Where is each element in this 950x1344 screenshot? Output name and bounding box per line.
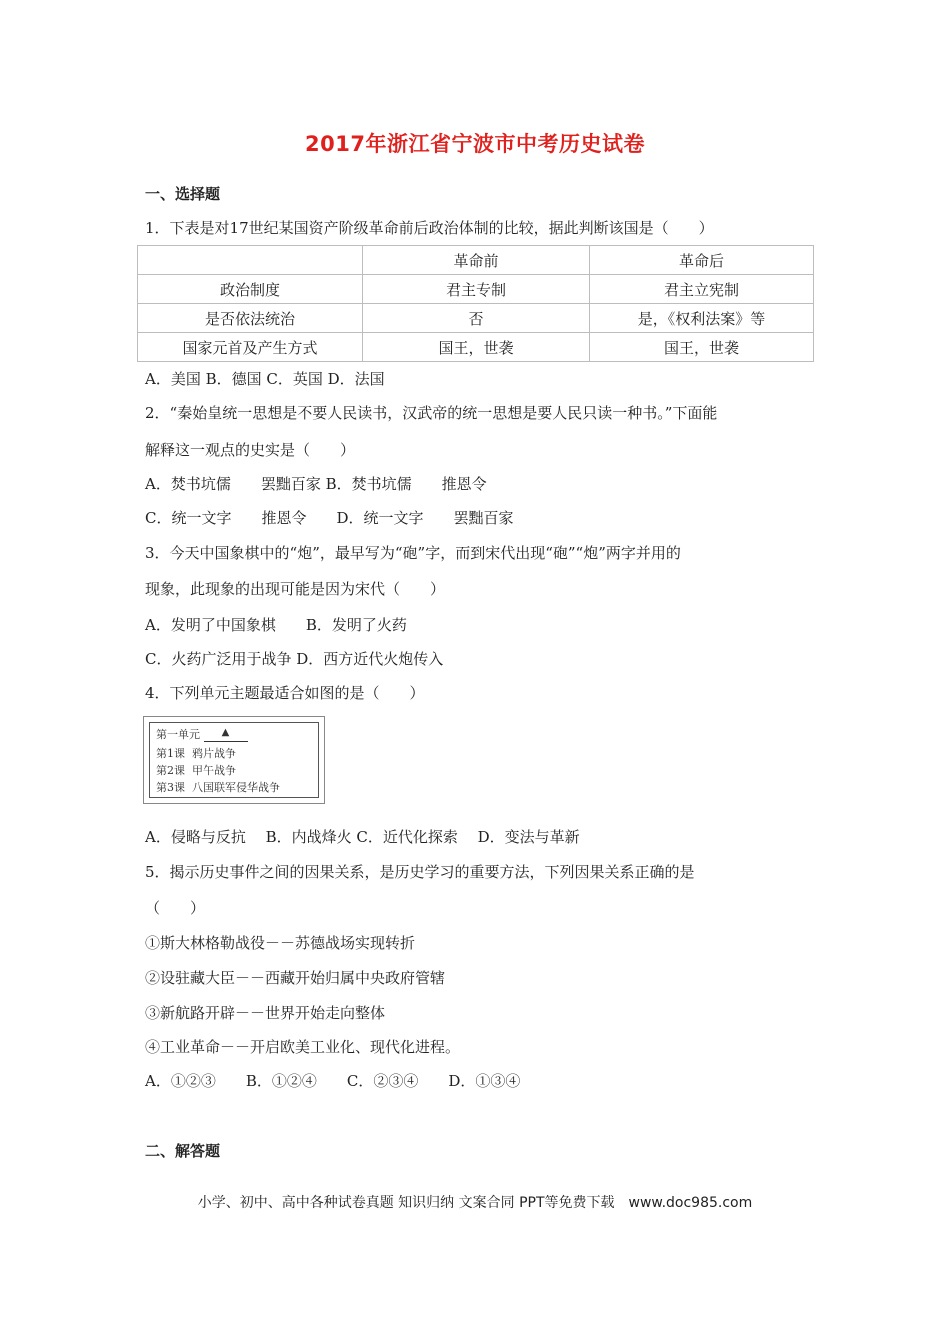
question-3-stem-line2: 现象，此现象的出现可能是因为宋代（ ） bbox=[145, 580, 446, 598]
lesson-item: 第3课 八国联军侵华战争 bbox=[156, 781, 280, 794]
section-heading-answer: 二、解答题 bbox=[145, 1142, 221, 1160]
question-3-stem-line1: 3．今天中国象棋中的“炮”，最早写为“砲”字，而到宋代出现“砲”“炮”两字并用的 bbox=[145, 544, 681, 562]
table-cell: 君主立宪制 bbox=[590, 275, 814, 304]
table-row bbox=[138, 275, 814, 304]
table-row bbox=[138, 304, 814, 333]
question-1-stem: 1．下表是对17世纪某国资产阶级革命前后政治体制的比较，据此判断该国是（ ） bbox=[145, 219, 714, 237]
unit-blank: ▲ bbox=[204, 724, 248, 742]
question-1-options: A．美国 B．德国 C．英国 D．法国 bbox=[145, 370, 385, 388]
unit-outline-figure bbox=[143, 716, 325, 804]
table-header-cell bbox=[138, 246, 363, 275]
comparison-table bbox=[137, 245, 814, 362]
question-5-item-2: ②设驻藏大臣－－西藏开始归属中央政府管辖 bbox=[145, 969, 446, 987]
question-5-options: A．①②③ B．①②④ C．②③④ D．①③④ bbox=[145, 1072, 521, 1090]
question-4-stem: 4．下列单元主题最适合如图的是（ ） bbox=[145, 684, 425, 702]
question-2-stem-line2: 解释这一观点的史实是（ ） bbox=[145, 441, 356, 459]
page-title: 2017年浙江省宁波市中考历史试卷 bbox=[305, 132, 645, 156]
unit-outline-box bbox=[149, 722, 319, 798]
lesson-item: 第2课 甲午战争 bbox=[156, 764, 236, 777]
question-3-options-line2: C．火药广泛用于战争 D．西方近代火炮传入 bbox=[145, 650, 444, 668]
table-cell: 国王，世袭 bbox=[363, 333, 590, 362]
table-cell: 国王，世袭 bbox=[590, 333, 814, 362]
table-cell: 政治制度 bbox=[138, 275, 363, 304]
question-2-options-line2: C．统一文字 推恩令 D．统一文字 罢黜百家 bbox=[145, 509, 514, 527]
table-header-cell: 革命前 bbox=[363, 246, 590, 275]
table-cell: 否 bbox=[363, 304, 590, 333]
table-cell: 君主专制 bbox=[363, 275, 590, 304]
table-cell: 是，《权利法案》等 bbox=[590, 304, 814, 333]
question-4-options: A．侵略与反抗 B．内战烽火 C．近代化探索 D．变法与革新 bbox=[145, 828, 580, 846]
table-cell: 是否依法统治 bbox=[138, 304, 363, 333]
question-2-stem-line1: 2．“秦始皇统一思想是不要人民读书，汉武帝的统一思想是要人民只读一种书。”下面能 bbox=[145, 404, 718, 422]
question-5-item-1: ①斯大林格勒战役－－苏德战场实现转折 bbox=[145, 934, 416, 952]
question-5-stem-line1: 5．揭示历史事件之间的因果关系，是历史学习的重要方法，下列因果关系正确的是 bbox=[145, 863, 695, 881]
page-footer: 小学、初中、高中各种试卷真题 知识归纳 文案合同 PPT等免费下载 www.doc985.com bbox=[197, 1195, 753, 1211]
unit-heading bbox=[156, 726, 312, 745]
question-3-options-line1: A．发明了中国象棋 B．发明了火药 bbox=[145, 616, 407, 634]
question-5-item-3: ③新航路开辟－－世界开始走向整体 bbox=[145, 1004, 386, 1022]
table-header-cell: 革命后 bbox=[590, 246, 814, 275]
question-5-stem-line2: （ ） bbox=[145, 899, 206, 917]
unit-heading-text: 第一单元 bbox=[156, 728, 200, 741]
section-heading-choice: 一、选择题 bbox=[145, 185, 221, 203]
lesson-item: 第1课 鸦片战争 bbox=[156, 747, 236, 760]
question-5-item-4: ④工业革命－－开启欧美工业化、现代化进程。 bbox=[145, 1038, 461, 1056]
question-2-options-line1: A．焚书坑儒 罢黜百家 B．焚书坑儒 推恩令 bbox=[145, 475, 487, 493]
table-cell: 国家元首及产生方式 bbox=[138, 333, 363, 362]
table-header-row bbox=[138, 246, 814, 275]
table-row bbox=[138, 333, 814, 362]
